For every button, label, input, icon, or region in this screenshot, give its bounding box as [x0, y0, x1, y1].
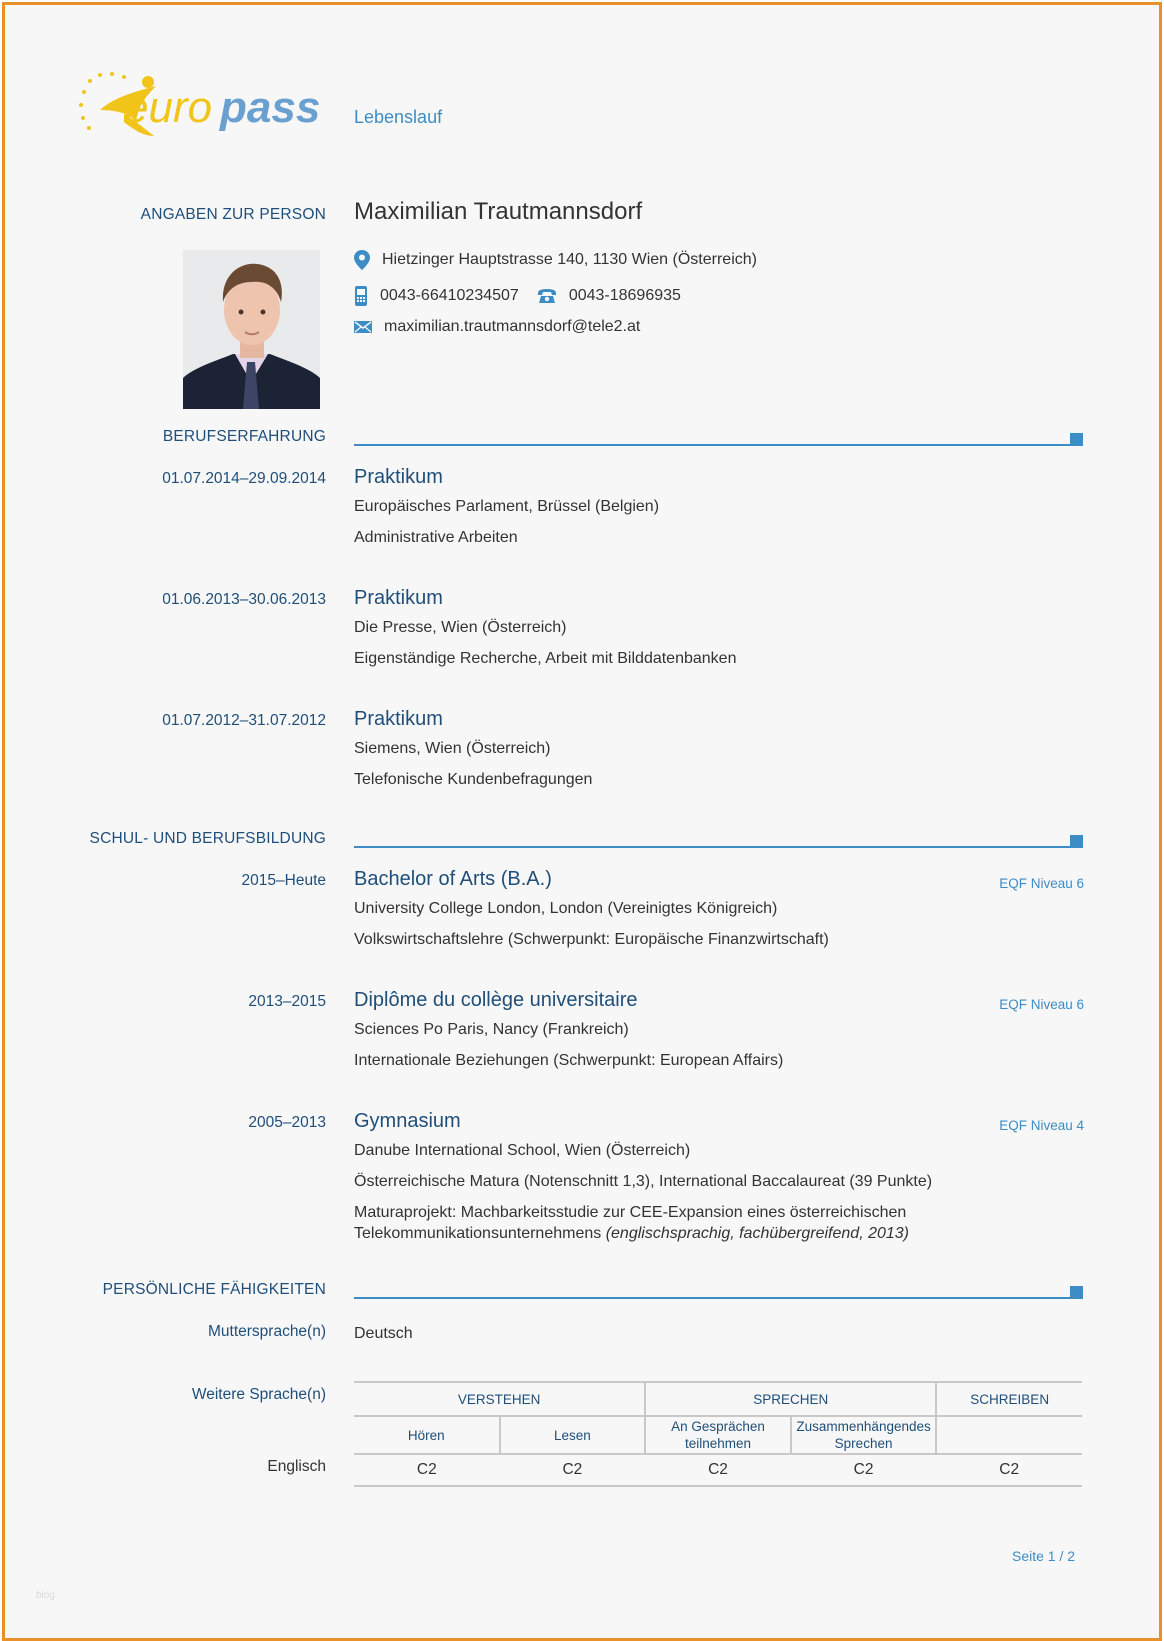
- watermark-text: blog: [36, 1590, 55, 1601]
- section-skills-label: PERSÖNLICHE FÄHIGKEITEN: [102, 1281, 326, 1298]
- level-production: C2: [791, 1454, 937, 1486]
- project-company: Telekommunikationsunternehmens: [354, 1225, 602, 1242]
- logo-pass-text: pass: [220, 83, 321, 132]
- subheader-interaction: [645, 1416, 791, 1454]
- education-date: 2013–2015: [248, 993, 326, 1010]
- logo-euro-text: euro: [124, 83, 213, 132]
- subheader-production-line2: Sprechen: [834, 1436, 893, 1451]
- eqf-level: EQF Niveau 6: [999, 876, 1084, 891]
- education-description: Österreichische Matura (Notenschnitt 1,3), International Baccalaureat (39 Punkte): [354, 1173, 933, 1190]
- mobile-number: 0043-66410234507: [380, 287, 519, 304]
- table-subheader-row: [354, 1416, 1082, 1454]
- subheader-interaction-line1: An Gesprächen: [671, 1419, 765, 1434]
- section-skills-marker: [1070, 1286, 1083, 1299]
- subheader-read: Lesen: [500, 1416, 646, 1454]
- subheader-interaction-line2: teilnehmen: [684, 1436, 751, 1451]
- section-skills-rule: [354, 1297, 1079, 1299]
- experience-date: 01.07.2014–29.09.2014: [162, 470, 326, 487]
- address-line: [354, 250, 757, 270]
- level-listen: C2: [354, 1454, 500, 1486]
- page-number: Seite 1 / 2: [1012, 1548, 1076, 1564]
- education-institution: Sciences Po Paris, Nancy (Frankreich): [354, 1021, 629, 1038]
- subheader-production: [791, 1416, 937, 1454]
- subheader-production-line1: Zusammenhängendes: [796, 1419, 931, 1434]
- subheader-write-empty: [936, 1416, 1082, 1454]
- education-date: 2015–Heute: [241, 872, 326, 889]
- experience-employer: Europäisches Parlament, Brüssel (Belgien): [354, 498, 660, 515]
- phone-number: 0043-18696935: [568, 287, 681, 304]
- project-line-2: [354, 1223, 1074, 1244]
- email-line: [354, 318, 640, 336]
- eqf-level: EQF Niveau 4: [999, 1118, 1084, 1133]
- mother-tongue-value: Deutsch: [354, 1325, 413, 1342]
- table-header-row: [354, 1382, 1082, 1416]
- person-name: Maximilian Trautmannsdorf: [354, 198, 643, 225]
- level-write: C2: [936, 1454, 1082, 1486]
- education-institution: University College London, London (Vereinigtes Königreich): [354, 900, 778, 917]
- experience-employer: Siemens, Wien (Österreich): [354, 740, 551, 757]
- document-title: Lebenslauf: [354, 107, 443, 127]
- email-address: maximilian.trautmannsdorf@tele2.at: [384, 318, 641, 335]
- header-speak: SPRECHEN: [645, 1382, 936, 1416]
- education-title: Bachelor of Arts (B.A.): [354, 868, 552, 890]
- section-personal-label: ANGABEN ZUR PERSON: [140, 206, 326, 223]
- section-experience-marker: [1070, 433, 1083, 446]
- experience-date: 01.07.2012–31.07.2012: [162, 712, 326, 729]
- europass-logo-icon: [78, 72, 338, 152]
- section-education-label: SCHUL- UND BERUFSBILDUNG: [89, 830, 326, 847]
- experience-description: Telefonische Kundenbefragungen: [354, 771, 593, 788]
- education-institution: Danube International School, Wien (Österreich): [354, 1142, 691, 1159]
- header-understand: VERSTEHEN: [354, 1382, 645, 1416]
- phone-line: [354, 286, 681, 306]
- language-skills-table: [354, 1381, 1082, 1487]
- level-interaction: C2: [645, 1454, 791, 1486]
- envelope-icon: [354, 320, 372, 334]
- other-languages-label: Weitere Sprache(n): [191, 1386, 326, 1403]
- experience-description: Eigenständige Recherche, Arbeit mit Bilddatenbanken: [354, 650, 737, 667]
- experience-date: 01.06.2013–30.06.2013: [162, 591, 326, 608]
- education-title: Gymnasium: [354, 1110, 461, 1132]
- education-project: [354, 1202, 1074, 1244]
- header-write: SCHREIBEN: [936, 1382, 1082, 1416]
- experience-title: Praktikum: [354, 587, 443, 609]
- experience-employer: Die Presse, Wien (Österreich): [354, 619, 567, 636]
- level-read: C2: [500, 1454, 646, 1486]
- table-row: [354, 1454, 1082, 1486]
- section-education-rule: [354, 846, 1079, 848]
- language-name: Englisch: [267, 1458, 326, 1475]
- mother-tongue-label: Muttersprache(n): [207, 1323, 326, 1340]
- experience-title: Praktikum: [354, 466, 443, 488]
- address-text: Hietzinger Hauptstrasse 140, 1130 Wien (Österreich): [382, 251, 757, 268]
- telephone-icon: [537, 288, 557, 304]
- section-experience-label: BERUFSERFAHRUNG: [162, 428, 326, 445]
- education-description: Volkswirtschaftslehre (Schwerpunkt: Europäische Finanzwirtschaft): [354, 931, 829, 948]
- person-portrait-icon: [183, 250, 320, 409]
- section-education-marker: [1070, 835, 1083, 848]
- project-note: (englischsprachig, fachübergreifend, 2013): [605, 1225, 909, 1242]
- experience-title: Praktikum: [354, 708, 443, 730]
- location-pin-icon: [354, 250, 370, 270]
- education-description: Internationale Beziehungen (Schwerpunkt: European Affairs): [354, 1052, 784, 1069]
- project-line-1: Maturaprojekt: Machbarkeitsstudie zur CEE-Expansion eines österreichischen: [354, 1204, 907, 1221]
- experience-description: Administrative Arbeiten: [354, 529, 518, 546]
- eqf-level: EQF Niveau 6: [999, 997, 1084, 1012]
- europass-logo: [78, 72, 338, 152]
- subheader-listen: Hören: [354, 1416, 500, 1454]
- education-date: 2005–2013: [248, 1114, 326, 1131]
- section-experience-rule: [354, 444, 1079, 446]
- mobile-phone-icon: [354, 286, 368, 306]
- education-title: Diplôme du collège universitaire: [354, 989, 638, 1011]
- profile-photo: [183, 250, 320, 409]
